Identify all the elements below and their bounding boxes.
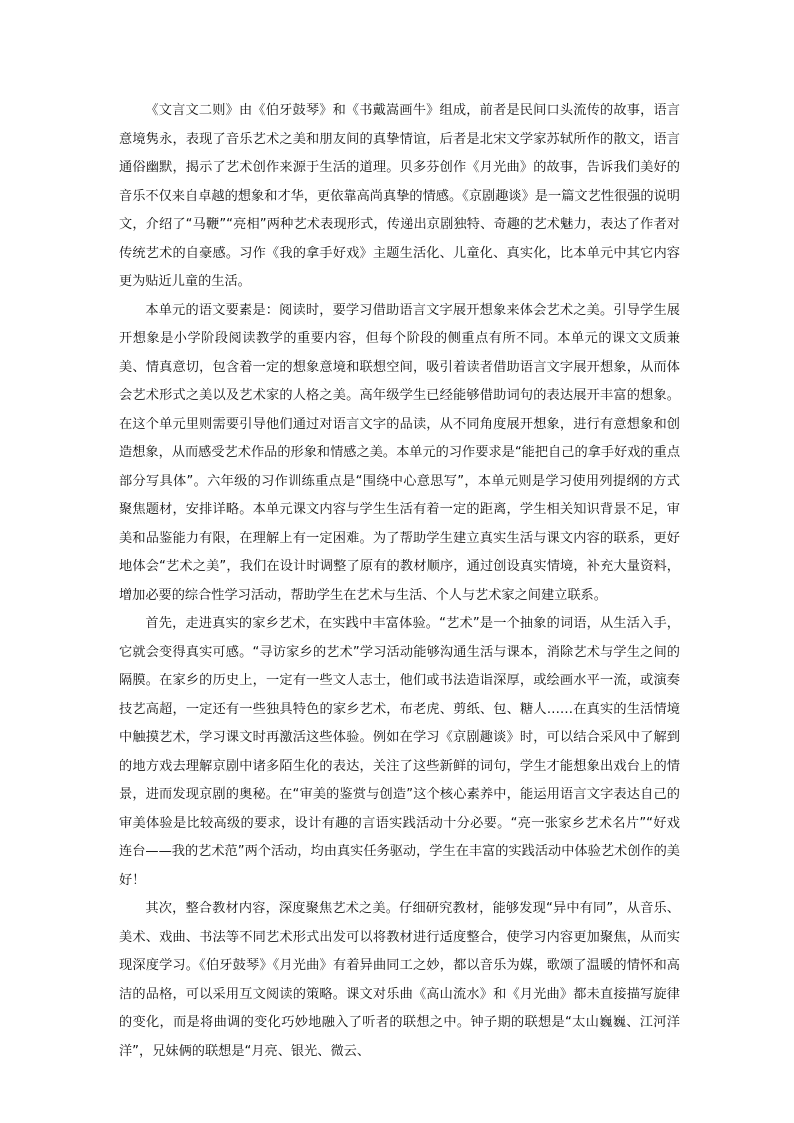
- paragraph-intro: 《文言文二则》由《伯牙鼓琴》和《书戴嵩画牛》组成，前者是民间口头流传的故事，语言意境隽永，表现了音乐艺术之美和朋友间的真挚情谊，后者是北宋文学家苏轼所作的散文，语言通俗幽默，揭示了艺术创作来源于生活的道理。贝多芬创作《月光曲》的故事，告诉我们美好的音乐不仅来自卓越的想象和才华，更依靠高尚真挚的情感。《京剧趣谈》是一篇文艺性很强的说明文，介绍了“马鞭”“亮相”两种艺术表现形式，传递出京剧独特、奇趣的艺术魅力，表达了作者对传统艺术的自豪感。习作《我的拿手好戏》主题生活化、儿童化、真实化，比本单元中其它内容更为贴近儿童的生活。: [119, 103, 680, 289]
- paragraph-hometown-art: 首先，走进真实的家乡艺术，在实践中丰富体验。“艺术”是一个抽象的词语，从生活入手，它就会变得真实可感。“寻访家乡的艺术”学习活动能够沟通生活与课本，消除艺术与学生之间的隔膜。在家乡的历史上，一定有一些文人志士，他们或书法造诣深厚，或绘画水平一流，或演奏技艺高超，一定还有一些独具特色的家乡艺术，布老虎、剪纸、包、糖人……在真实的生活情境中触摸艺术，学习课文时再激活这些体验。例如在学习《京剧趣谈》时，可以结合采风中了解到的地方戏去理解京剧中诸多陌生化的表达，关注了这些新鲜的词句，学生才能想象出戏台上的情景，进而发现京剧的奥秘。在“审美的鉴赏与创造”这个核心素养中，能运用语言文字表达自己的审美体验是比较高级的要求，设计有趣的言语实践活动十分必要。“亮一张家乡艺术名片”“好戏连台——我的艺术范”两个活动，均由真实任务驱动，学生在丰富的实践活动中体验艺术创作的美好！: [119, 616, 680, 888]
- paragraph-language-elements: 本单元的语文要素是：阅读时，要学习借助语言文字展开想象来体会艺术之美。引导学生展开想象是小学阶段阅读教学的重要内容，但每个阶段的侧重点有所不同。本单元的课文文质兼美、情真意切，包含着一定的想象意境和联想空间，吸引着读者借助语言文字展开想象，从而体会艺术形式之美以及艺术家的人格之美。高年级学生已经能够借助词句的表达展开丰富的想象。在这个单元里则需要引导他们通过对语言文字的品读，从不同角度展开想象，进行有意想象和创造想象，从而感受艺术作品的形象和情感之美。本单元的习作要求是“能把自己的拿手好戏的重点部分写具体”。六年级的习作训练重点是“围绕中心意思写”，本单元则是学习使用列提纲的方式聚焦题材，安排详略。本单元课文内容与学生生活有着一定的距离，学生相关知识背景不足，审美和品鉴能力有限，在理解上有一定困难。为了帮助学生建立真实生活与课文内容的联系，更好地体会“艺术之美”，我们在设计时调整了原有的教材顺序，通过创设真实情境，补充大量资料，增加必要的综合性学习活动，帮助学生在艺术与生活、个人与艺术家之间建立联系。: [119, 302, 680, 603]
- document-page: [119, 97, 680, 1066]
- paragraph-integrate-content: 其次，整合教材内容，深度聚焦艺术之美。仔细研究教材，能够发现“异中有同”，从音乐、美术、戏曲、书法等不同艺术形式出发可以将教材进行适度整合，使学习内容更加聚焦，从而实现深度学习。《伯牙鼓琴》《月光曲》有着异曲同工之妙，都以音乐为媒，歌颂了温暖的情怀和高洁的品格，可以采用互文阅读的策略。课文对乐曲《高山流水》和《月光曲》都未直接描写旋律的变化，而是将曲调的变化巧妙地融入了听者的联想之中。钟子期的联想是“太山巍巍、江河洋洋”，兄妹俩的联想是“月亮、银光、微云、: [119, 901, 680, 1059]
